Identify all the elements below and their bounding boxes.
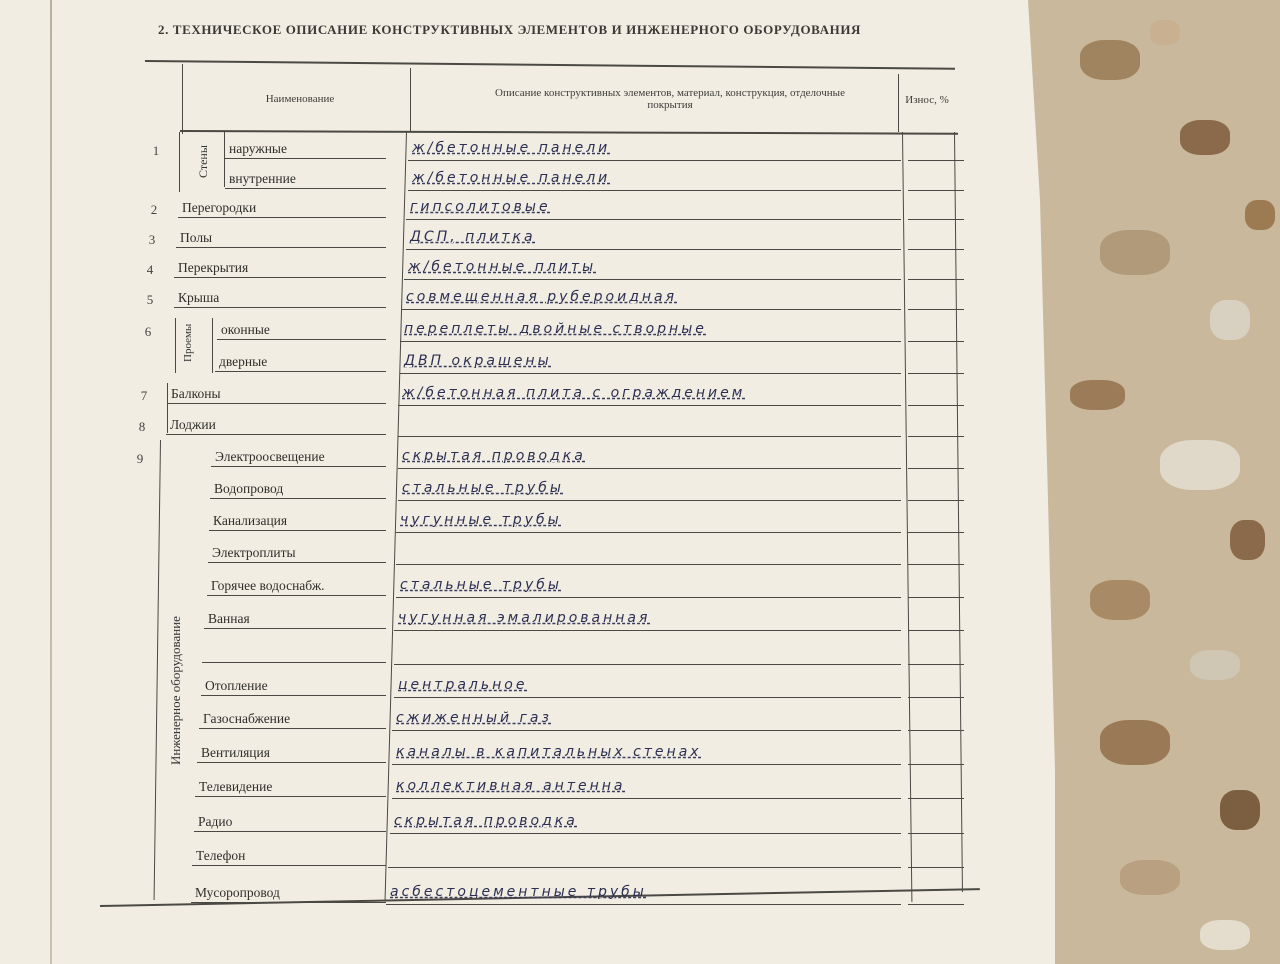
row-number: 8 xyxy=(138,419,146,434)
label-underline xyxy=(207,595,386,596)
description-underline xyxy=(392,798,901,799)
row-value: скрытая проводка xyxy=(402,448,586,464)
row-number: 6 xyxy=(144,324,152,339)
row-label: Радио xyxy=(198,814,233,829)
wear-underline xyxy=(908,279,964,280)
openings-border xyxy=(175,318,176,373)
row-value: совмещенная рубероидная xyxy=(406,289,678,305)
row-label: Перегородки xyxy=(182,200,257,215)
row-number: 3 xyxy=(148,232,156,247)
row-label: Перекрытия xyxy=(178,260,249,275)
description-underline xyxy=(396,532,901,533)
label-underline xyxy=(210,498,386,499)
wear-underline xyxy=(908,630,964,631)
description-underline xyxy=(396,564,901,565)
wear-underline xyxy=(908,730,964,731)
description-underline xyxy=(404,279,901,280)
wear-underline xyxy=(908,798,964,799)
label-underline xyxy=(192,865,386,866)
wear-underline xyxy=(908,697,964,698)
row-label: Электроплиты xyxy=(212,545,296,560)
label-underline xyxy=(225,188,386,189)
row-value: каналы в капитальных стенах xyxy=(396,744,702,760)
label-underline xyxy=(197,762,386,763)
description-underline xyxy=(402,309,901,310)
wear-underline xyxy=(908,904,964,905)
row-value: центральное xyxy=(398,677,528,693)
body-left-border xyxy=(179,132,180,192)
description-underline xyxy=(396,597,901,598)
header-wear: Износ, % xyxy=(905,94,949,106)
wear-underline xyxy=(908,532,964,533)
wear-underline xyxy=(908,405,964,406)
label-underline xyxy=(215,371,386,372)
balcony-border xyxy=(167,383,168,433)
wear-underline xyxy=(908,190,964,191)
wear-underline xyxy=(908,436,964,437)
row-label: Вентиляция xyxy=(201,745,270,760)
row-value: чугунные трубы xyxy=(400,512,562,528)
wear-underline xyxy=(908,309,964,310)
label-underline xyxy=(211,466,386,467)
row-label: Электроосвещение xyxy=(215,449,325,464)
label-underline xyxy=(217,339,386,340)
row-value: чугунная эмалированная xyxy=(398,610,651,626)
description-underline xyxy=(398,500,901,501)
description-underline xyxy=(400,373,901,374)
description-underline xyxy=(392,764,901,765)
row-value: ж/бетонные панели xyxy=(412,140,611,156)
row-label: Горячее водоснабж. xyxy=(211,578,325,593)
openings-divider xyxy=(212,318,213,373)
row-number: 7 xyxy=(140,388,148,403)
row-label: дверные xyxy=(219,354,268,369)
description-underline xyxy=(408,160,901,161)
label-underline xyxy=(174,277,386,278)
label-underline xyxy=(191,902,386,903)
row-value: асбестоцементные трубы xyxy=(390,884,647,900)
description-underline xyxy=(394,664,901,665)
row-value: гипсолитовые xyxy=(410,199,551,215)
label-underline xyxy=(174,307,386,308)
description-underline xyxy=(400,341,901,342)
description-underline xyxy=(406,249,901,250)
description-underline xyxy=(398,436,901,437)
row-label: Полы xyxy=(180,230,213,245)
row-value: ж/бетонные панели xyxy=(412,170,611,186)
row-value: коллективная антенна xyxy=(396,778,626,794)
group-label-engineering: Инженерное оборудование xyxy=(168,616,183,765)
row-value: ж/бетонная плита с ограждением xyxy=(402,385,746,401)
label-underline xyxy=(225,158,386,159)
row-value: ж/бетонные плиты xyxy=(408,259,597,275)
row-label: Газоснабжение xyxy=(203,711,291,726)
document-title: 2. ТЕХНИЧЕСКОЕ ОПИСАНИЕ КОНСТРУКТИВНЫХ ЭЛЕМЕНТОВ И ИНЖЕНЕРНОГО ОБОРУДОВАНИЯ xyxy=(158,22,862,37)
description-underline xyxy=(392,730,901,731)
label-underline xyxy=(166,434,386,435)
row-label: Канализация xyxy=(213,513,288,528)
row-label: внутренние xyxy=(229,171,296,186)
row-label: Ванная xyxy=(208,611,250,626)
description-underline xyxy=(394,697,901,698)
description-underline xyxy=(388,867,901,868)
col-divider-2 xyxy=(898,74,899,132)
row-label: оконные xyxy=(221,322,270,337)
row-number: 4 xyxy=(146,262,154,277)
header-description: Описание конструктивных элементов, материал, конструкция, отделочные покрытия xyxy=(495,87,845,111)
label-underline xyxy=(202,662,386,663)
label-underline xyxy=(209,530,386,531)
description-underline xyxy=(390,833,901,834)
label-underline xyxy=(194,831,386,832)
row-value: переплеты двойные створные xyxy=(404,321,707,337)
wear-underline xyxy=(908,373,964,374)
row-value: ДСП, плитка xyxy=(410,229,536,245)
label-underline xyxy=(201,695,386,696)
group-label-walls: Стены xyxy=(196,145,210,178)
row-label: Крыша xyxy=(178,290,220,305)
col-divider-1 xyxy=(410,68,411,132)
wear-underline xyxy=(908,249,964,250)
row-value: сжиженный газ xyxy=(396,710,552,726)
row-number: 9 xyxy=(136,451,144,466)
label-underline xyxy=(199,728,386,729)
wear-underline xyxy=(908,764,964,765)
wear-underline xyxy=(908,219,964,220)
row-number: 1 xyxy=(152,143,160,158)
label-underline xyxy=(208,562,386,563)
wear-underline xyxy=(908,664,964,665)
row-label: Телевидение xyxy=(199,779,273,794)
wear-underline xyxy=(908,341,964,342)
left-border xyxy=(182,64,183,134)
header-name: Наименование xyxy=(265,93,335,105)
description-underline xyxy=(386,904,901,905)
row-label: Лоджии xyxy=(170,417,216,432)
label-underline xyxy=(167,403,386,404)
row-label: Балконы xyxy=(171,386,221,401)
label-underline xyxy=(178,217,386,218)
wear-underline xyxy=(908,160,964,161)
row-label: Телефон xyxy=(196,848,246,863)
row-label: Мусоропровод xyxy=(195,885,280,900)
walls-divider xyxy=(224,132,225,187)
wear-underline xyxy=(908,833,964,834)
row-number: 5 xyxy=(146,292,154,307)
wear-underline xyxy=(908,867,964,868)
wear-underline xyxy=(908,500,964,501)
wear-underline xyxy=(908,564,964,565)
description-underline xyxy=(398,405,901,406)
description-underline xyxy=(398,468,901,469)
label-underline xyxy=(176,247,386,248)
paper-fold xyxy=(50,0,52,964)
description-underline xyxy=(408,190,901,191)
row-value: ДВП окрашены xyxy=(404,353,552,369)
label-underline xyxy=(195,796,386,797)
wear-underline xyxy=(908,597,964,598)
row-label: Водопровод xyxy=(214,481,284,496)
row-label: Отопление xyxy=(205,678,268,693)
row-value: стальные трубы xyxy=(402,480,564,496)
row-number: 2 xyxy=(150,202,158,217)
wear-underline xyxy=(908,468,964,469)
row-label: наружные xyxy=(229,141,287,156)
group-label-openings: Проемы xyxy=(182,323,194,362)
label-underline xyxy=(204,628,386,629)
row-value: скрытая проводка xyxy=(394,813,578,829)
description-underline xyxy=(406,219,901,220)
description-underline xyxy=(394,630,901,631)
row-value: стальные трубы xyxy=(400,577,562,593)
